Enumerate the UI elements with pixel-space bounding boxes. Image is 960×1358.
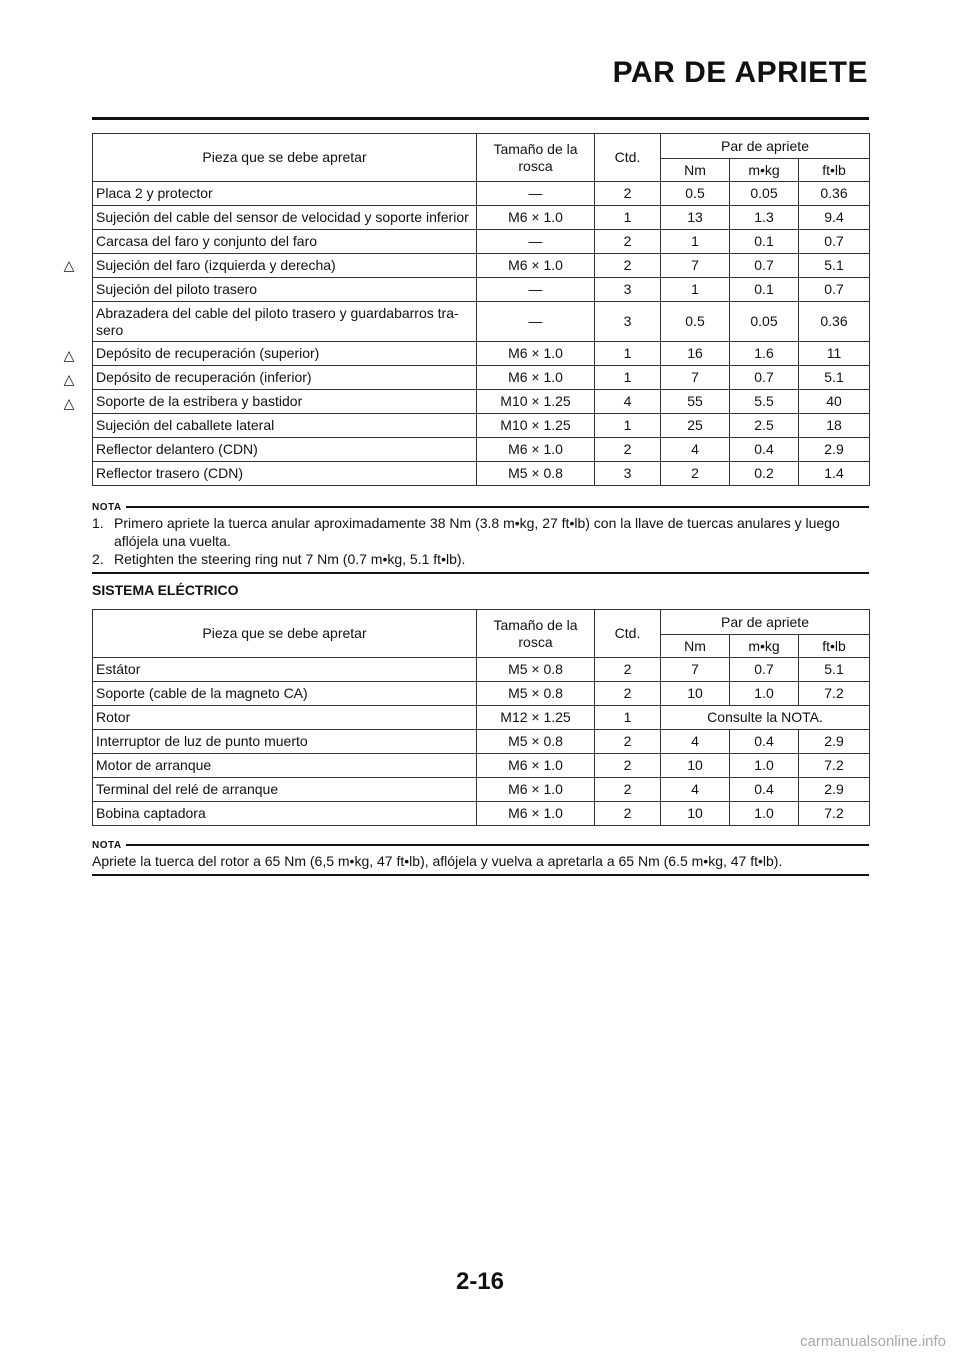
note-item bbox=[92, 550, 869, 568]
cell-thread: M6 × 1.0 bbox=[477, 254, 595, 278]
cell-thread: M6 × 1.0 bbox=[477, 366, 595, 390]
table-row bbox=[93, 254, 870, 278]
cell-ftlb: 2.9 bbox=[799, 778, 870, 802]
cell-ftlb: 5.1 bbox=[799, 658, 870, 682]
cell-thread: M10 × 1.25 bbox=[477, 390, 595, 414]
cell-part: Rotor bbox=[93, 706, 477, 730]
table-row bbox=[93, 278, 870, 302]
watermark: carmanualsonline.info bbox=[800, 1333, 946, 1350]
col-header-nm: Nm bbox=[661, 159, 730, 182]
cell-mkg: 0.4 bbox=[730, 730, 799, 754]
cell-mkg: 1.3 bbox=[730, 206, 799, 230]
cell-qty: 2 bbox=[595, 802, 661, 826]
cell-part: Sujeción del faro (izquierda y derecha) bbox=[93, 254, 477, 278]
cell-ftlb: 11 bbox=[799, 342, 870, 366]
cell-ftlb: 0.36 bbox=[799, 182, 870, 206]
cell-ftlb: 40 bbox=[799, 390, 870, 414]
cell-thread: M6 × 1.0 bbox=[477, 778, 595, 802]
note-item bbox=[92, 514, 869, 550]
cell-nm: 1 bbox=[661, 278, 730, 302]
cell-qty: 1 bbox=[595, 414, 661, 438]
cell-mkg: 0.05 bbox=[730, 182, 799, 206]
section-heading: SISTEMA ELÉCTRICO bbox=[92, 582, 239, 598]
note-item-text: Primero apriete la tuerca anular aproximadamente 38 Nm (3.8 m•kg, 27 ft•lb) con la llave de tuercas anulares y luego aflójela una vuelta. bbox=[114, 515, 840, 549]
cell-qty: 3 bbox=[595, 278, 661, 302]
cell-qty: 1 bbox=[595, 342, 661, 366]
page-number: 2-16 bbox=[455, 1268, 505, 1295]
cell-qty: 1 bbox=[595, 366, 661, 390]
cell-nm: 1 bbox=[661, 230, 730, 254]
cell-part: Reflector delantero (CDN) bbox=[93, 438, 477, 462]
cell-nm: 55 bbox=[661, 390, 730, 414]
cell-nm: 13 bbox=[661, 206, 730, 230]
cell-part: Interruptor de luz de punto muerto bbox=[93, 730, 477, 754]
col-header-torque: Par de apriete bbox=[661, 610, 870, 635]
col-header-ftlb: ft•lb bbox=[799, 635, 870, 658]
cell-ftlb: 9.4 bbox=[799, 206, 870, 230]
cell-thread: M6 × 1.0 bbox=[477, 206, 595, 230]
col-header-part: Pieza que se debe apretar bbox=[93, 134, 477, 182]
cell-mkg: 0.1 bbox=[730, 278, 799, 302]
note-end-divider bbox=[92, 874, 869, 876]
cell-part: Placa 2 y protector bbox=[93, 182, 477, 206]
cell-mkg: 0.1 bbox=[730, 230, 799, 254]
cell-mkg: 1.6 bbox=[730, 342, 799, 366]
page-title: PAR DE APRIETE bbox=[612, 56, 868, 89]
title-divider bbox=[92, 117, 869, 120]
cell-part: Soporte (cable de la magneto CA) bbox=[93, 682, 477, 706]
table-row bbox=[93, 366, 870, 390]
cell-ftlb: 0.36 bbox=[799, 302, 870, 342]
cell-nm: 10 bbox=[661, 754, 730, 778]
cell-nm: 7 bbox=[661, 254, 730, 278]
table-row bbox=[93, 302, 870, 342]
cell-nm: 10 bbox=[661, 802, 730, 826]
cell-part: Soporte de la estribera y bastidor bbox=[93, 390, 477, 414]
table-row bbox=[93, 730, 870, 754]
col-header-ftlb: ft•lb bbox=[799, 159, 870, 182]
torque-table bbox=[92, 609, 870, 826]
cell-nm: 0.5 bbox=[661, 182, 730, 206]
cell-part: Reflector trasero (CDN) bbox=[93, 462, 477, 486]
triangle-marker-icon: △ bbox=[63, 257, 75, 273]
cell-nm: 0.5 bbox=[661, 302, 730, 342]
cell-nm: 7 bbox=[661, 658, 730, 682]
table-row bbox=[93, 658, 870, 682]
cell-qty: 2 bbox=[595, 182, 661, 206]
cell-thread: M10 × 1.25 bbox=[477, 414, 595, 438]
note-item-number: 1. bbox=[92, 515, 104, 531]
col-header-qty: Ctd. bbox=[595, 134, 661, 182]
triangle-marker-icon: △ bbox=[63, 395, 75, 411]
cell-ftlb: 0.7 bbox=[799, 278, 870, 302]
note-item-text: Retighten the steering ring nut 7 Nm (0.7 m•kg, 5.1 ft•lb). bbox=[114, 551, 466, 567]
note-divider bbox=[126, 844, 869, 846]
cell-thread: M5 × 0.8 bbox=[477, 730, 595, 754]
cell-part: Bobina captadora bbox=[93, 802, 477, 826]
cell-thread: M12 × 1.25 bbox=[477, 706, 595, 730]
cell-thread: — bbox=[477, 278, 595, 302]
cell-mkg: 0.2 bbox=[730, 462, 799, 486]
cell-nm: 7 bbox=[661, 366, 730, 390]
cell-qty: 2 bbox=[595, 778, 661, 802]
cell-thread: M5 × 0.8 bbox=[477, 682, 595, 706]
cell-qty: 2 bbox=[595, 438, 661, 462]
cell-mkg: 0.4 bbox=[730, 438, 799, 462]
cell-mkg: 1.0 bbox=[730, 754, 799, 778]
cell-mkg: 0.7 bbox=[730, 658, 799, 682]
triangle-marker-icon: △ bbox=[63, 347, 75, 363]
cell-qty: 2 bbox=[595, 658, 661, 682]
cell-part: Sujeción del caballete lateral bbox=[93, 414, 477, 438]
cell-nm: 25 bbox=[661, 414, 730, 438]
cell-qty: 1 bbox=[595, 206, 661, 230]
cell-part: Abrazadera del cable del piloto trasero y guardabarros tra-sero bbox=[93, 302, 477, 342]
cell-ftlb: 0.7 bbox=[799, 230, 870, 254]
cell-qty: 2 bbox=[595, 230, 661, 254]
table-row bbox=[93, 754, 870, 778]
cell-qty: 2 bbox=[595, 730, 661, 754]
note-divider bbox=[126, 506, 869, 508]
table-row bbox=[93, 802, 870, 826]
cell-part: Depósito de recuperación (inferior) bbox=[93, 366, 477, 390]
cell-thread: M6 × 1.0 bbox=[477, 754, 595, 778]
table-row bbox=[93, 230, 870, 254]
cell-mkg: 2.5 bbox=[730, 414, 799, 438]
cell-qty: 2 bbox=[595, 754, 661, 778]
cell-mkg: 1.0 bbox=[730, 682, 799, 706]
table-row bbox=[93, 706, 870, 730]
cell-ftlb: 5.1 bbox=[799, 366, 870, 390]
cell-part: Estátor bbox=[93, 658, 477, 682]
cell-nm: 4 bbox=[661, 438, 730, 462]
cell-part: Carcasa del faro y conjunto del faro bbox=[93, 230, 477, 254]
table-row bbox=[93, 182, 870, 206]
cell-qty: 4 bbox=[595, 390, 661, 414]
cell-part: Sujeción del cable del sensor de velocidad y soporte inferior bbox=[93, 206, 477, 230]
note-label: NOTA bbox=[92, 501, 122, 513]
cell-part: Motor de arranque bbox=[93, 754, 477, 778]
cell-mkg: 5.5 bbox=[730, 390, 799, 414]
cell-ftlb: 1.4 bbox=[799, 462, 870, 486]
cell-ftlb: 5.1 bbox=[799, 254, 870, 278]
cell-mkg: 0.7 bbox=[730, 366, 799, 390]
cell-nm: 10 bbox=[661, 682, 730, 706]
note-block bbox=[92, 500, 869, 574]
cell-thread: M5 × 0.8 bbox=[477, 462, 595, 486]
cell-mkg: 0.05 bbox=[730, 302, 799, 342]
cell-part: Depósito de recuperación (superior) bbox=[93, 342, 477, 366]
col-header-torque: Par de apriete bbox=[661, 134, 870, 159]
note-end-divider bbox=[92, 572, 869, 574]
cell-ftlb: 7.2 bbox=[799, 754, 870, 778]
cell-thread: M5 × 0.8 bbox=[477, 658, 595, 682]
col-header-mkg: m•kg bbox=[730, 159, 799, 182]
cell-qty: 2 bbox=[595, 254, 661, 278]
note-item-number: 2. bbox=[92, 551, 104, 567]
cell-qty: 2 bbox=[595, 682, 661, 706]
torque-table bbox=[92, 133, 870, 486]
col-header-thread: Tamaño de la rosca bbox=[477, 134, 595, 182]
cell-qty: 3 bbox=[595, 462, 661, 486]
note-block bbox=[92, 838, 869, 876]
col-header-mkg: m•kg bbox=[730, 635, 799, 658]
col-header-qty: Ctd. bbox=[595, 610, 661, 658]
col-header-nm: Nm bbox=[661, 635, 730, 658]
table-row bbox=[93, 390, 870, 414]
col-header-thread: Tamaño de la rosca bbox=[477, 610, 595, 658]
cell-thread: — bbox=[477, 302, 595, 342]
cell-thread: — bbox=[477, 182, 595, 206]
table-row bbox=[93, 462, 870, 486]
table-row bbox=[93, 778, 870, 802]
cell-thread: M6 × 1.0 bbox=[477, 342, 595, 366]
triangle-marker-icon: △ bbox=[63, 371, 75, 387]
cell-nm: 4 bbox=[661, 778, 730, 802]
table-row bbox=[93, 414, 870, 438]
cell-ftlb: 7.2 bbox=[799, 802, 870, 826]
cell-torque-merged: Consulte la NOTA. bbox=[661, 706, 870, 730]
table-row bbox=[93, 342, 870, 366]
torque-table-chassis bbox=[92, 133, 869, 486]
cell-thread: M6 × 1.0 bbox=[477, 438, 595, 462]
col-header-part: Pieza que se debe apretar bbox=[93, 610, 477, 658]
note-label: NOTA bbox=[92, 839, 122, 851]
cell-ftlb: 7.2 bbox=[799, 682, 870, 706]
cell-mkg: 1.0 bbox=[730, 802, 799, 826]
cell-nm: 16 bbox=[661, 342, 730, 366]
torque-table-electrical bbox=[92, 609, 869, 826]
cell-qty: 1 bbox=[595, 706, 661, 730]
table-row bbox=[93, 438, 870, 462]
cell-mkg: 0.7 bbox=[730, 254, 799, 278]
table-row bbox=[93, 682, 870, 706]
cell-ftlb: 2.9 bbox=[799, 730, 870, 754]
cell-part: Terminal del relé de arranque bbox=[93, 778, 477, 802]
cell-thread: M6 × 1.0 bbox=[477, 802, 595, 826]
cell-nm: 2 bbox=[661, 462, 730, 486]
note-text: Apriete la tuerca del rotor a 65 Nm (6,5 m•kg, 47 ft•lb), aflójela y vuelva a apretarla a 65 Nm (6.5 m•kg, 47 ft•lb). bbox=[92, 853, 783, 869]
cell-qty: 3 bbox=[595, 302, 661, 342]
cell-ftlb: 2.9 bbox=[799, 438, 870, 462]
cell-part: Sujeción del piloto trasero bbox=[93, 278, 477, 302]
cell-thread: — bbox=[477, 230, 595, 254]
cell-nm: 4 bbox=[661, 730, 730, 754]
cell-ftlb: 18 bbox=[799, 414, 870, 438]
table-row bbox=[93, 206, 870, 230]
cell-mkg: 0.4 bbox=[730, 778, 799, 802]
